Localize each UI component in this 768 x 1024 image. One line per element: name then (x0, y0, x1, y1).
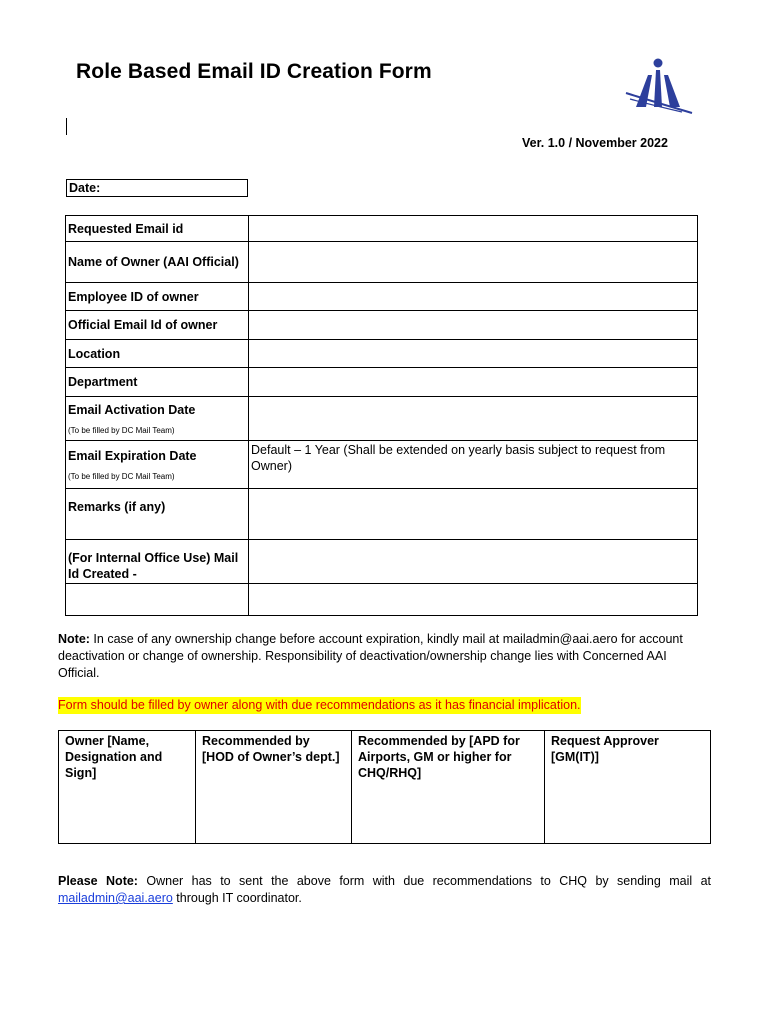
table-row (66, 540, 698, 584)
blank-input[interactable] (249, 584, 698, 616)
table-row (66, 441, 698, 489)
activation-date-input[interactable] (249, 397, 698, 441)
table-row (66, 216, 698, 242)
table-row (59, 731, 711, 844)
label-cell: (For Internal Office Use) Mail Id Created - (66, 540, 249, 584)
label-cell: Remarks (if any) (66, 489, 249, 540)
aai-logo-icon (622, 55, 694, 117)
table-row (66, 311, 698, 340)
date-label: Date: (69, 181, 101, 195)
label-cell (66, 584, 249, 616)
note-prefix: Note: (58, 632, 90, 646)
label-subnote: (To be filled by DC Mail Team) (68, 471, 175, 481)
label-cell: Email Activation Date (To be filled by DC Mail Team) (66, 397, 249, 441)
remarks-input[interactable] (249, 489, 698, 540)
form-title: Role Based Email ID Creation Form (76, 60, 432, 83)
label-cell: Department (66, 368, 249, 397)
hod-recommendation-cell[interactable]: Recommended by [HOD of Owner’s dept.] (196, 731, 352, 844)
note-text: In case of any ownership change before account expiration, kindly mail at mailadmin@aai.aero for account deactivation or change of ownership. Responsibility of deactivation/ownership change lies with Concerned AAI Official. (58, 632, 683, 680)
label-cell: Email Expiration Date (To be filled by DC Mail Team) (66, 441, 249, 489)
owner-name-input[interactable] (249, 242, 698, 283)
label-cell: Name of Owner (AAI Official) (66, 242, 249, 283)
table-row (66, 584, 698, 616)
label-subnote: (To be filled by DC Mail Team) (68, 425, 175, 435)
date-field[interactable] (66, 179, 248, 197)
label-cell: Employee ID of owner (66, 283, 249, 311)
label-cell: Location (66, 340, 249, 368)
table-row (66, 397, 698, 441)
table-row (66, 368, 698, 397)
table-row (66, 283, 698, 311)
version-label: Ver. 1.0 / November 2022 (522, 136, 668, 150)
table-row (66, 489, 698, 540)
table-row (66, 340, 698, 368)
request-details-table (65, 215, 698, 616)
please-note-prefix: Please Note: (58, 874, 138, 888)
location-input[interactable] (249, 340, 698, 368)
mail-id-created-input[interactable] (249, 540, 698, 584)
requested-email-input[interactable] (249, 216, 698, 242)
warning-text: Form should be filled by owner along with due recommendations as it has financial implication. (58, 698, 581, 712)
owner-email-input[interactable] (249, 311, 698, 340)
label-cell: Official Email Id of owner (66, 311, 249, 340)
label-cell: Requested Email id (66, 216, 249, 242)
apd-recommendation-cell[interactable]: Recommended by [APD for Airports, GM or higher for CHQ/RHQ] (352, 731, 545, 844)
please-note-text: Owner has to sent the above form with due recommendations to CHQ by sending mail at (137, 874, 712, 888)
employee-id-input[interactable] (249, 283, 698, 311)
approval-table (58, 730, 711, 844)
note-paragraph (58, 631, 711, 682)
department-input[interactable] (249, 368, 698, 397)
table-row (66, 242, 698, 283)
please-note-text-end: through IT coordinator. (172, 891, 302, 905)
text-cursor (66, 118, 67, 135)
please-note-paragraph (58, 873, 711, 907)
approver-cell[interactable]: Request Approver [GM(IT)] (545, 731, 711, 844)
expiration-date-value[interactable]: Default – 1 Year (Shall be extended on yearly basis subject to request from Owner) (249, 441, 698, 489)
owner-sign-cell[interactable]: Owner [Name, Designation and Sign] (59, 731, 196, 844)
mailadmin-link[interactable]: mailadmin@aai.aero (58, 891, 173, 905)
